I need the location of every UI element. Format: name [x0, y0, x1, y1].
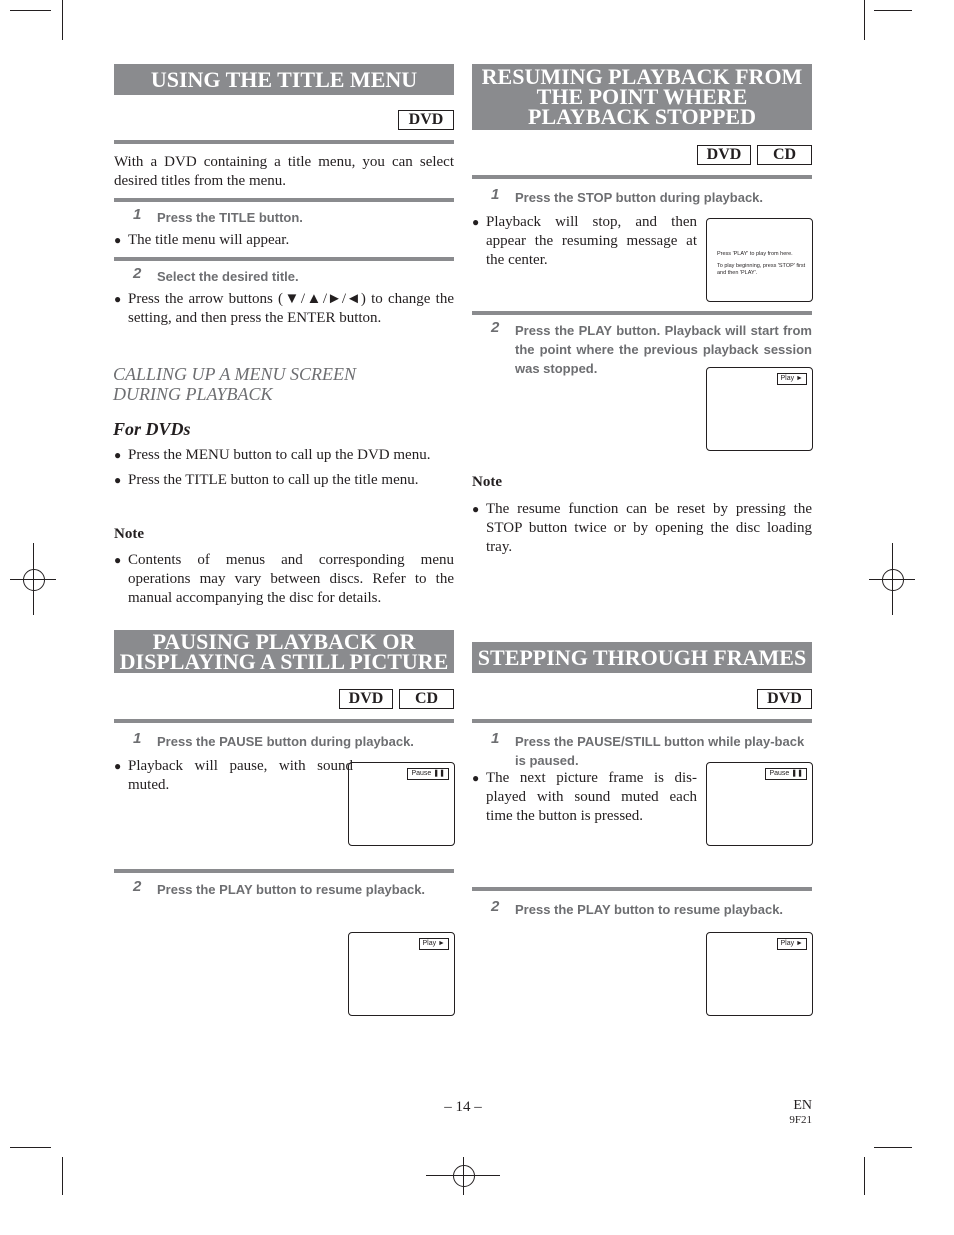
divider — [114, 869, 454, 873]
step-1 — [133, 208, 454, 228]
bullet-item: ● Press the MENU button to call up the DVD menu. — [114, 447, 431, 463]
bullet-icon: ● — [114, 448, 122, 462]
tv-screen — [706, 762, 813, 846]
divider — [114, 257, 454, 261]
note-heading: Note — [114, 526, 144, 542]
step-number: 2 — [133, 878, 142, 895]
divider — [472, 175, 812, 179]
note-heading: Note — [472, 474, 502, 490]
bullet-item: ● The resume function can be reset by pressing the STOP button twice or by opening the disc loading tray. — [472, 501, 812, 555]
step-number: 2 — [491, 898, 500, 915]
step-text: Press the TITLE button. — [157, 210, 303, 225]
section-heading-pausing: PAUSING PLAYBACK OR DISPLAYING A STILL PICTURE — [114, 630, 454, 673]
step-text: Press the PLAY button to resume playback. — [515, 902, 784, 917]
divider — [114, 198, 454, 202]
step-text: Press the STOP button during playback. — [515, 190, 764, 205]
tv-screen — [348, 932, 455, 1016]
registration-mark — [453, 1165, 475, 1187]
tv-screen — [706, 367, 813, 451]
step-number: 1 — [491, 730, 500, 747]
bullet-item: ● Press the arrow buttons (▼/▲/►/◄) to change the setting, and then press the ENTER button. — [114, 291, 454, 326]
section-heading-resuming: RESUMING PLAYBACK FROM THE POINT WHERE PLAYBACK STOPPED — [472, 64, 812, 130]
tv-screen — [706, 218, 813, 302]
cd-badge: CD — [757, 145, 812, 165]
tv-screen — [348, 762, 455, 846]
page-number: – 14 – — [444, 1099, 482, 1115]
registration-mark — [463, 1157, 464, 1195]
crop-mark — [874, 1147, 912, 1148]
step-number: 1 — [133, 206, 142, 223]
bullet-icon: ● — [472, 215, 480, 229]
step-number: 2 — [491, 319, 500, 336]
divider — [472, 887, 812, 891]
bullet-icon: ● — [472, 771, 480, 785]
bullet-item: ● Playback will stop, and then appear the resuming message at the center. — [472, 214, 697, 268]
step-2 — [491, 900, 812, 920]
bullet-item: ● Press the TITLE button to call up the title menu. — [114, 472, 419, 488]
crop-mark — [62, 1157, 63, 1195]
crop-mark — [10, 10, 51, 11]
crop-mark — [864, 0, 865, 40]
divider — [114, 719, 454, 723]
step-1 — [491, 188, 812, 208]
dvd-badge: DVD — [757, 689, 812, 709]
play-osd: Play ► — [419, 938, 450, 950]
play-osd: Play ► — [777, 938, 808, 950]
model-code: 9F21 — [789, 1114, 812, 1126]
cd-badge: CD — [399, 689, 454, 709]
step-number: 1 — [133, 730, 142, 747]
section-heading-title-menu: USING THE TITLE MENU — [114, 64, 454, 95]
step-text: Press the PAUSE/STILL button while play-back is paused. — [515, 734, 805, 768]
registration-mark — [23, 569, 45, 591]
tv-screen — [706, 932, 813, 1016]
bullet-item: ● The title menu will appear. — [114, 232, 290, 248]
subheading-for-dvds: For DVDs — [113, 419, 191, 439]
crop-mark — [874, 10, 912, 11]
step-text: Press the PLAY button. Playback will start from the point where the previous playback session was stopped. — [515, 323, 812, 376]
resume-message: Press 'PLAY' to play from here. To play beginning, press 'STOP' first and then 'PLAY'. — [717, 251, 806, 276]
divider — [472, 719, 812, 723]
step-text: Press the PAUSE button during playback. — [157, 734, 414, 749]
step-text: Press the PLAY button to resume playback. — [157, 882, 426, 897]
bullet-icon: ● — [114, 233, 122, 247]
crop-mark — [10, 1147, 51, 1148]
bullet-item: ● Playback will pause, with sound muted. — [114, 758, 353, 793]
step-number: 1 — [491, 186, 500, 203]
registration-mark — [33, 543, 34, 615]
crop-mark — [62, 0, 63, 40]
registration-mark — [892, 543, 893, 615]
dvd-badge: DVD — [697, 145, 751, 165]
intro-text: With a DVD containing a title menu, you can select desired titles from the menu. — [114, 154, 454, 189]
pause-osd: Pause ❚❚ — [407, 768, 449, 780]
step-1 — [133, 732, 454, 752]
section-heading-stepping: STEPPING THROUGH FRAMES — [472, 642, 812, 673]
bullet-item: ● The next picture frame is dis-played with sound muted each time the button is pressed. — [472, 770, 697, 824]
play-osd: Play ► — [777, 373, 808, 385]
language-code: EN — [793, 1098, 812, 1113]
dvd-badge: DVD — [398, 110, 454, 130]
bullet-icon: ● — [114, 292, 122, 306]
bullet-icon: ● — [472, 502, 480, 516]
step-2 — [133, 880, 454, 900]
registration-mark — [882, 569, 904, 591]
divider — [472, 311, 812, 315]
step-2 — [133, 267, 454, 287]
divider — [114, 140, 454, 144]
bullet-icon: ● — [114, 473, 122, 487]
bullet-icon: ● — [114, 759, 122, 773]
step-text: Select the desired title. — [157, 269, 299, 284]
subsection-heading: CALLING UP A MENU SCREEN DURING PLAYBACK — [113, 364, 357, 404]
dvd-badge: DVD — [339, 689, 393, 709]
crop-mark — [864, 1157, 865, 1195]
step-number: 2 — [133, 265, 142, 282]
pause-osd: Pause ❚❚ — [765, 768, 807, 780]
bullet-icon: ● — [114, 553, 122, 567]
bullet-item: ● Contents of menus and corresponding menu operations may vary between discs. Refer to the manual accompanying the disc for details. — [114, 552, 454, 606]
